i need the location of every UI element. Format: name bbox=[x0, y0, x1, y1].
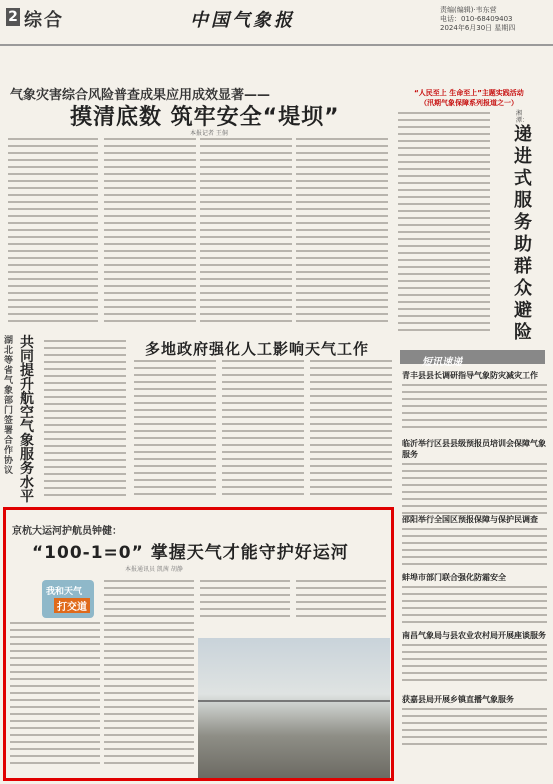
highlight-photo bbox=[198, 638, 390, 778]
lead-body-col-2 bbox=[104, 138, 196, 328]
highlight-headline: “100-1=0” 掌握天气才能守护好运河 bbox=[32, 543, 349, 563]
brief-heading: 青丰县县长调研指导气象防灾减灾工作 bbox=[402, 371, 538, 380]
highlight-body-3 bbox=[200, 580, 290, 624]
brief-heading: 蚌埠市部门联合强化防霜安全 bbox=[402, 573, 506, 582]
column-logo-line2: 打交道 bbox=[54, 598, 90, 613]
briefs-list bbox=[402, 370, 547, 780]
brief-item bbox=[402, 370, 547, 438]
page-header bbox=[0, 0, 553, 62]
campaign-banner-line2: （汛期气象保障系列报道之一） bbox=[420, 99, 518, 107]
lead-body-col-3 bbox=[200, 138, 292, 328]
mid-story-body-1 bbox=[134, 360, 216, 500]
feature-vertical-headline: 递进式服务助群众避险 bbox=[514, 124, 532, 343]
briefs-tag bbox=[400, 350, 545, 368]
lead-kicker: 气象灾害综合风险普查成果应用成效显著—— bbox=[10, 88, 271, 103]
mid-story-headline: 多地政府强化人工影响天气工作 bbox=[145, 340, 370, 358]
brief-item bbox=[402, 694, 547, 764]
highlight-body-4 bbox=[296, 580, 386, 624]
brief-item bbox=[402, 572, 547, 630]
mid-story-body-3 bbox=[310, 360, 392, 500]
brief-heading: 南昌气象局与县农业农村局开展座谈服务 bbox=[402, 631, 546, 640]
newspaper-masthead: 中国气象报 bbox=[190, 10, 295, 31]
feature-location: 湘潭： bbox=[516, 110, 529, 124]
brief-heading: 邵阳举行全国区预报保障与保护民调查 bbox=[402, 515, 538, 524]
column-logo-line1: 我和天气 bbox=[46, 587, 83, 597]
highlight-kicker: 京杭大运河护航员钟健： bbox=[12, 526, 122, 537]
campaign-banner bbox=[394, 88, 544, 106]
highlight-body-2 bbox=[104, 580, 194, 772]
header-info bbox=[440, 6, 515, 33]
left-vertical-headline: 共同提升航空气象服务水平 bbox=[20, 335, 34, 505]
info-phone: 电话：010-68409403 bbox=[440, 15, 513, 23]
left-vertical-body bbox=[44, 340, 126, 500]
header-rule bbox=[0, 44, 553, 46]
lead-body-col-1 bbox=[8, 138, 98, 328]
brief-item bbox=[402, 438, 547, 514]
lead-headline: 摸清底数 筑牢安全“堤坝” bbox=[70, 105, 340, 130]
brief-item bbox=[402, 514, 547, 572]
info-editor: 责编(编辑)·韦东营 bbox=[440, 6, 497, 14]
feature-body bbox=[398, 112, 490, 337]
info-date: 2024年6月30日 星期四 bbox=[440, 24, 516, 32]
highlight-body-1 bbox=[10, 622, 100, 772]
brief-heading: 临沂举行区县县级预报员培训会保障气象服务 bbox=[402, 439, 546, 459]
section-name: 综合 bbox=[24, 10, 64, 31]
lead-body-col-4 bbox=[296, 138, 388, 328]
brief-heading: 获嘉县局开展乡镇直播气象服务 bbox=[402, 695, 514, 704]
section-number: 2 bbox=[6, 8, 20, 26]
photo-railing bbox=[198, 700, 390, 702]
mid-story-body-2 bbox=[222, 360, 304, 500]
left-vertical-subhead: 湖北等省气象部门签署合作协议 bbox=[4, 336, 14, 476]
lead-byline: 本报记者 王侗 bbox=[190, 130, 228, 137]
brief-item bbox=[402, 630, 547, 694]
briefs-tag-label: 短讯速递 bbox=[422, 357, 462, 368]
highlight-byline: 本报通讯员 凯茜 胡静 bbox=[125, 566, 183, 573]
campaign-banner-line1: “人民至上 生命至上”主题实践活动 bbox=[414, 89, 524, 97]
